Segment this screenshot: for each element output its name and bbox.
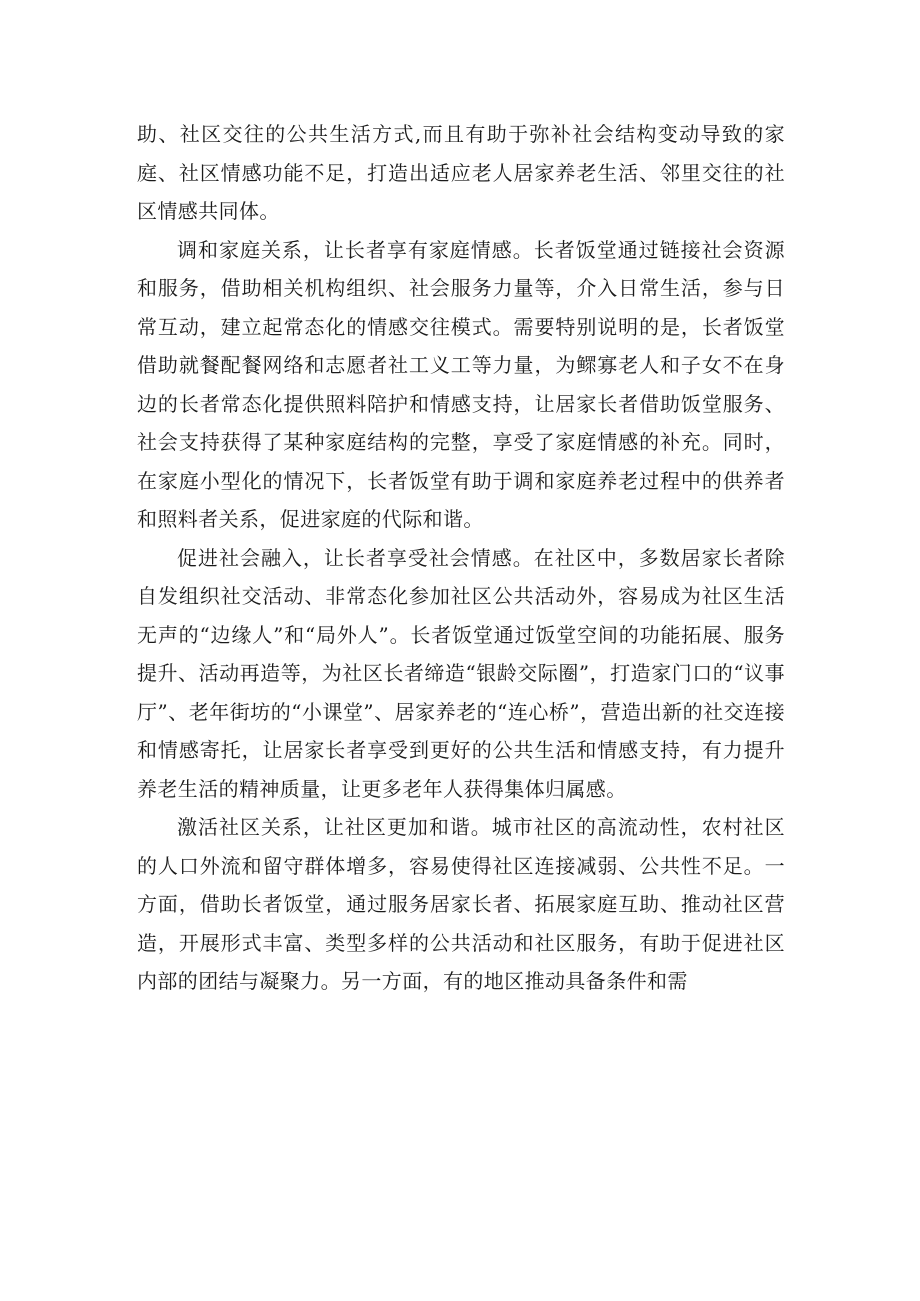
paragraph-family-relations: 调和家庭关系，让长者享有家庭情感。长者饭堂通过链接社会资源和服务，借助相关机构组织、社会服务力量等，介入日常生活，参与日常互动，建立起常态化的情感交往模式。需要特别说明的是，长者饭堂借助就餐配餐网络和志愿者社工义工等力量，为鳏寡老人和子女不在身边的长者常态化提供照料陪护和情感支持，让居家长者借助饭堂服务、社会支持获得了某种家庭结构的完整，享受了家庭情感的补充。同时，在家庭小型化的情况下，长者饭堂有助于调和家庭养老过程中的供养者和照料者关系，促进家庭的代际和谐。 (137, 237, 785, 531)
paragraph-social-integration: 促进社会融入，让长者享受社会情感。在社区中，多数居家长者除自发组织社交活动、非常态化参加社区公共活动外，容易成为社区生活无声的“边缘人”和“局外人”。长者饭堂通过饭堂空间的功能拓展、服务提升、活动再造等，为社区长者缔造“银龄交际圈”，打造家门口的“议事厅”、老年街坊的“小课堂”、居家养老的“连心桥”，营造出新的社交连接和情感寄托，让居家长者享受到更好的公共生活和情感支持，有力提升养老生活的精神质量，让更多老年人获得集体归属感。 (137, 545, 785, 801)
paragraph-continuation: 助、社区交往的公共生活方式,而且有助于弥补社会结构变动导致的家庭、社区情感功能不足，打造出适应老人居家养老生活、邻里交往的社区情感共同体。 (137, 122, 785, 223)
document-body (137, 115, 785, 1001)
paragraph-community-relations: 激活社区关系，让社区更加和谐。城市社区的高流动性，农村社区的人口外流和留守群体增多，容易使得社区连接减弱、公共性不足。一方面，借助长者饭堂，通过服务居家长者、拓展家庭互助、推动社区营造，开展形式丰富、类型多样的公共活动和社区服务，有助于促进社区内部的团结与凝聚力。另一方面，有的地区推动具备条件和需 (137, 815, 785, 993)
